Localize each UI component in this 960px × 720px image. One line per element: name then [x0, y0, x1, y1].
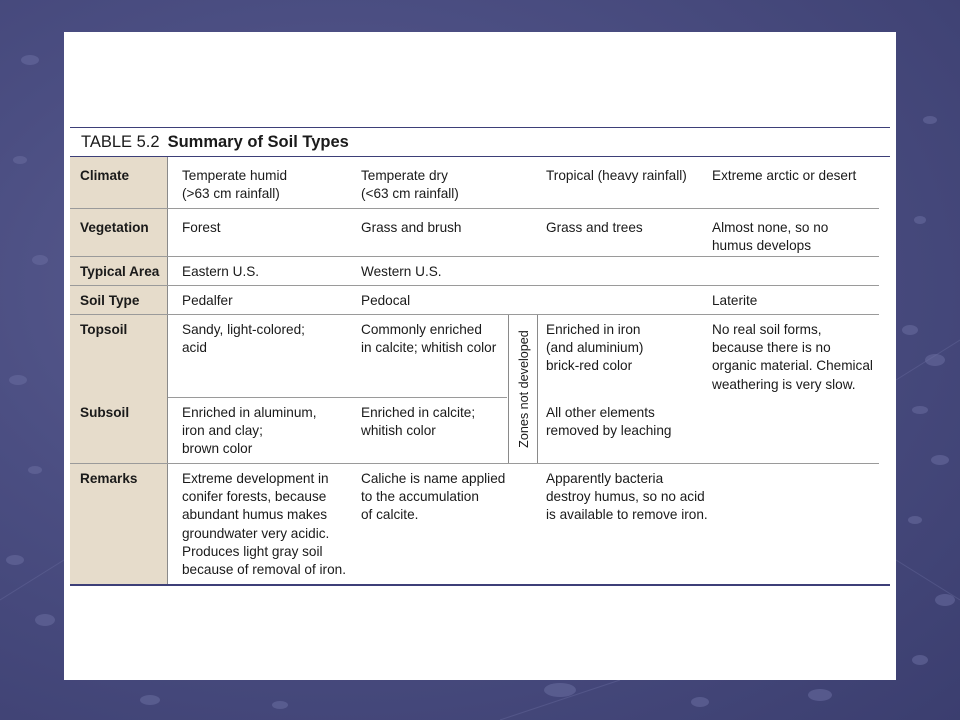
zones-not-developed-box — [508, 315, 538, 463]
row-label-vegetation: Vegetation — [80, 220, 149, 235]
cell-subsoil-col1: Enriched in aluminum, iron and clay; brown color — [182, 405, 317, 457]
row-label-soil-type: Soil Type — [80, 293, 140, 308]
cell-climate-col1: Temperate humid (>63 cm rainfall) — [182, 168, 288, 202]
cell-topsoil-col1: Sandy, light-colored; acid — [182, 322, 305, 356]
cell-typical-area-col1: Eastern U.S. — [182, 264, 260, 279]
row-vegetation — [70, 209, 879, 257]
table-title-bar — [70, 127, 890, 157]
cell-remarks-col2: Caliche is name applied to the accumulation of calcite. — [361, 471, 506, 523]
cell-climate-col4: Extreme arctic or desert — [712, 168, 857, 183]
table-bottom-rule — [70, 584, 890, 586]
slide-panel — [64, 32, 896, 680]
row-subsoil — [70, 398, 879, 464]
cell-topsoil-col4: No real soil forms, because there is no organic material. Chemical weathering is very slow. — [712, 322, 873, 392]
cell-subsoil-col2: Enriched in calcite; whitish color — [361, 405, 476, 439]
row-label-topsoil: Topsoil — [80, 322, 128, 337]
cell-climate-col3: Tropical (heavy rainfall) — [546, 168, 687, 183]
row-soil-type — [70, 286, 879, 315]
row-label-remarks: Remarks — [80, 471, 138, 486]
cell-soil-type-col1: Pedalfer — [182, 293, 233, 308]
row-label-subsoil: Subsoil — [80, 405, 130, 420]
cell-vegetation-col2: Grass and brush — [361, 220, 462, 235]
cell-vegetation-col1: Forest — [182, 220, 221, 235]
cell-remarks-col3: Apparently bacteria destroy humus, so no acid is available to remove iron. — [546, 471, 708, 523]
table-title: Summary of Soil Types — [167, 133, 349, 151]
cell-climate-col2: Temperate dry (<63 cm rainfall) — [361, 168, 459, 202]
table-label: TABLE 5.2 — [81, 133, 160, 151]
row-remarks — [70, 464, 879, 584]
cell-remarks-col1: Extreme development in conifer forests, because abundant humus makes groundwater very acidic. Produces light gray soil because of removal of iron. — [182, 471, 346, 578]
row-topsoil — [70, 315, 879, 397]
cell-vegetation-col4: Almost none, so no humus develops — [712, 220, 829, 254]
zones-not-developed-label: Zones not developed — [516, 330, 531, 448]
cell-subsoil-col3: All other elements removed by leaching — [546, 405, 672, 439]
table-body — [70, 157, 890, 584]
cell-soil-type-col4: Laterite — [712, 293, 758, 308]
row-label-typical-area: Typical Area — [80, 264, 160, 279]
cell-topsoil-col3: Enriched in iron (and aluminium) brick-red color — [546, 322, 644, 374]
cell-topsoil-col2: Commonly enriched in calcite; whitish color — [361, 322, 497, 356]
row-typical-area — [70, 257, 879, 286]
cell-typical-area-col2: Western U.S. — [361, 264, 442, 279]
soil-types-table — [70, 127, 890, 584]
cell-soil-type-col2: Pedocal — [361, 293, 411, 308]
row-label-climate: Climate — [80, 168, 130, 183]
row-climate — [70, 157, 879, 209]
cell-vegetation-col3: Grass and trees — [546, 220, 643, 235]
